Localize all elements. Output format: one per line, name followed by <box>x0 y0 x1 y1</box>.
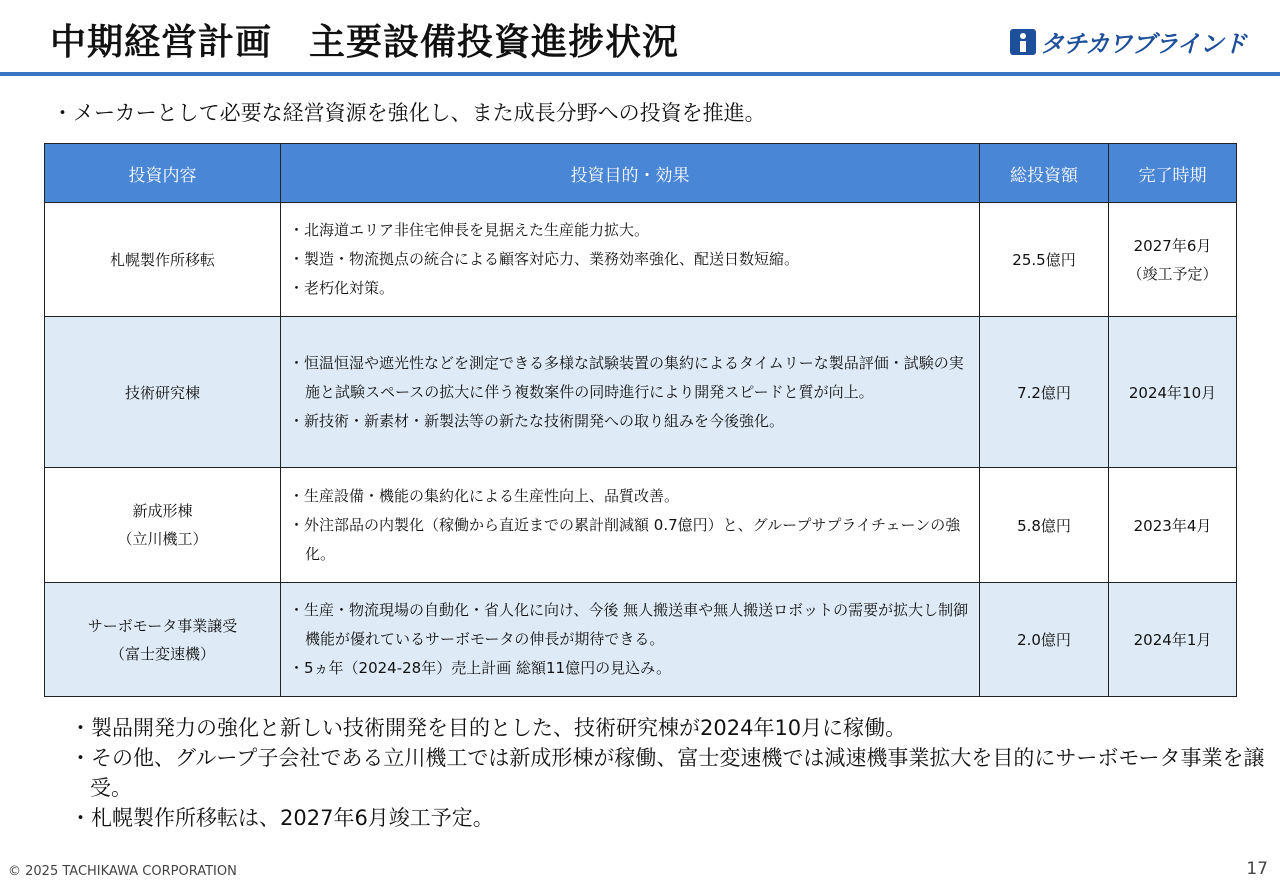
logo-text: タチカワブラインド <box>1040 30 1246 58</box>
summary-list <box>70 713 1280 833</box>
purpose-point: ・恒温恒湿や遮光性などを測定できる多様な試験装置の集約によるタイムリーな製品評価・試験の実施と試験スペースの拡大に伴う複数案件の同時進行により開発スピードと質が向上。 <box>289 353 964 401</box>
purpose-point: ・老朽化対策。 <box>289 279 395 297</box>
investment-name <box>45 203 281 317</box>
summary-item: ・その他、グループ子会社である立川機工では新成形棟が稼働、富士変速機では減速機事業拡大を目的にサーボモータ事業を譲受。 <box>70 746 1265 800</box>
name-line: （富士変速機） <box>109 644 215 663</box>
name-line: 新成形棟 <box>132 502 193 520</box>
purpose-point: ・新技術・新素材・新製法等の新たな技術開発への取り組みを今後強化。 <box>289 411 785 430</box>
completion-cell <box>1109 317 1237 468</box>
amount-cell: 5.8億円 <box>980 468 1109 583</box>
table-row <box>45 317 1237 468</box>
investment-name <box>45 583 281 697</box>
purpose-point: ・北海道エリア非住宅伸長を見据えた生産能力拡大。 <box>289 221 650 239</box>
purpose-cell <box>281 317 980 468</box>
lead-text: ・メーカーとして必要な経営資源を強化し、また成長分野への投資を推進。 <box>52 101 766 125</box>
completion-cell <box>1109 468 1237 583</box>
company-logo <box>1010 24 1246 59</box>
completion-line: 2024年10月 <box>1128 383 1217 402</box>
purpose-point: ・外注部品の内製化（稼働から直近までの累計削減額 0.7億円）と、グループサプライチェーンの強化。 <box>289 515 961 563</box>
amount-cell: 2.0億円 <box>980 583 1109 697</box>
purpose-point: ・生産設備・機能の集約化による生産性向上、品質改善。 <box>289 486 680 505</box>
investment-name <box>45 468 281 583</box>
table-row <box>45 583 1237 697</box>
table-row <box>45 203 1237 317</box>
info-logo-icon <box>1010 29 1036 55</box>
completion-cell <box>1109 203 1237 317</box>
header-amount: 総投資額 <box>980 144 1109 203</box>
amount-cell: 25.5億円 <box>980 203 1109 317</box>
name-line: （立川機工） <box>117 530 208 548</box>
header-completion: 完了時期 <box>1109 144 1237 203</box>
purpose-point: ・生産・物流現場の自動化・省人化に向け、今後 無人搬送車や無人搬送ロボットの需要が拡大し制御機能が優れているサーボモータの伸長が期待できる。 <box>289 601 969 648</box>
table-header-row <box>45 144 1237 203</box>
header-divider <box>0 72 1280 76</box>
amount-cell: 7.2億円 <box>980 317 1109 468</box>
name-line: 札幌製作所移転 <box>109 251 215 269</box>
purpose-point: ・5ヵ年（2024-28年）売上計画 総額11億円の見込み。 <box>289 659 671 677</box>
summary-item: ・札幌製作所移転は、2027年6月竣工予定。 <box>70 806 494 830</box>
purpose-point: ・製造・物流拠点の統合による顧客対応力、業務効率強化、配送日数短縮。 <box>289 250 800 268</box>
completion-line: 2027年6月 <box>1133 236 1212 255</box>
purpose-cell <box>281 468 980 583</box>
page-number: 17 <box>1246 859 1268 879</box>
summary-item: ・製品開発力の強化と新しい技術開発を目的とした、技術研究棟が2024年10月に稼働。 <box>70 716 907 740</box>
page-title: 中期経営計画 主要設備投資進捗状況 <box>50 22 680 63</box>
investment-table <box>44 143 1237 697</box>
header-investment: 投資内容 <box>45 144 281 203</box>
investment-name <box>45 317 281 468</box>
completion-line: （竣工予定） <box>1127 264 1218 283</box>
name-line: サーボモータ事業譲受 <box>87 616 238 635</box>
purpose-cell <box>281 203 980 317</box>
completion-line: 2023年4月 <box>1133 516 1212 535</box>
copyright: © 2025 TACHIKAWA CORPORATION <box>8 864 237 879</box>
completion-cell <box>1109 583 1237 697</box>
table-row <box>45 468 1237 583</box>
completion-line: 2024年1月 <box>1133 631 1212 649</box>
name-line: 技術研究棟 <box>124 383 200 402</box>
purpose-cell <box>281 583 980 697</box>
header-purpose: 投資目的・効果 <box>281 144 980 203</box>
